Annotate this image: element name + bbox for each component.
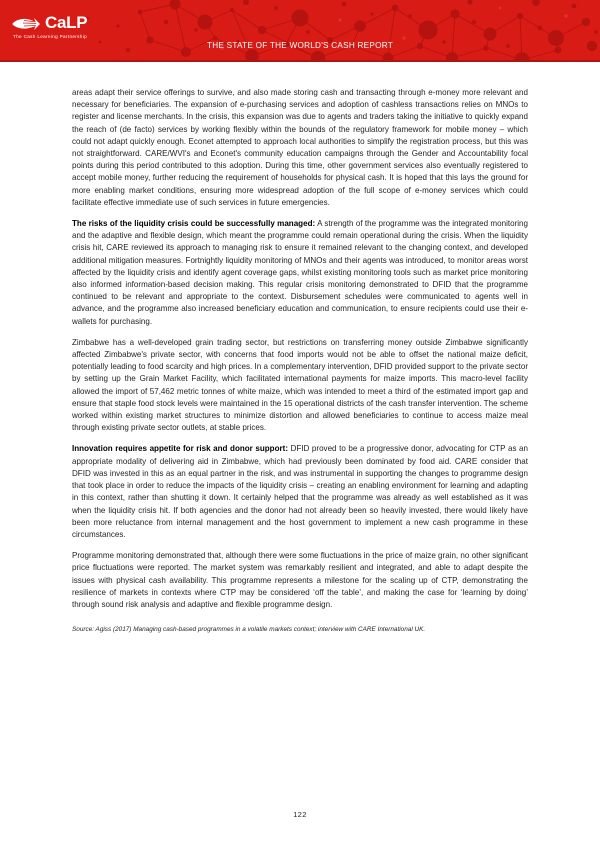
calp-tagline: The Cash Learning Partnership <box>13 34 87 39</box>
page-number: 122 <box>293 810 307 819</box>
page-header-band <box>0 0 600 62</box>
paragraph-4 <box>72 443 528 541</box>
paragraph-1-text: areas adapt their service offerings to survive, and also made storing cash and transacting through e-money more relevant and necessary for beneficiaries. The expansion of e-purchasing services and adoption of cashless transactions relies on MNOs to register and license merchants. In the crisis, this expansion was due to agents and traders taking the initiative to quickly expand the reach of (de facto) services by working flexibly within the bounds of the regulatory framework for mobile money – which could not adapt quickly enough. Econet attempted to approach local authorities to simplify the registration process, but this was not straightforward. CARE/WVI's and Econet's community education campaigns through the Gender and Accountability focal points during this period contributed to this adoption. During this time, other government services also eventually registered to accept mobile money, further reducing the requirement of households for physical cash. It is hoped that this lays the ground for more enabling market conditions, ensuring more widespread adoption of the full scope of e-money services which could facilitate effective immediate use of such services in future emergencies. <box>72 88 528 207</box>
paragraph-2 <box>72 218 528 328</box>
paragraph-5 <box>72 550 528 611</box>
paragraph-4-text: DFID proved to be a progressive donor, advocating for CTP as an appropriate modality of delivering aid in Zimbabwe, which had previously been dominated by food aid. CARE consider that DFID was invested in this as an equal partner in the risk, and was instrumental in supporting the changes to programme design that took place in order to reduce the impacts of the liquidity crisis – creating an enabling environment for learning and adapting in this context, rather than shutting it down. It certainly helped that the programme was already as well established as it was when the liquidity crisis hit. If both agencies and the donor had not already been so heavily invested, there would likely have been more reluctance from internal management and the host government to implement a new cash programme in these circumstances. <box>72 444 528 539</box>
paragraph-3-text: Zimbabwe has a well-developed grain trading sector, but restrictions on transferring money outside Zimbabwe significantly affected Zimbabwe's private sector, with concerns that food imports would not be able to offset the national maize deficit, potentially leading to food scarcity and high prices. In a complementary intervention, DFID provided support to the private sector by setting up the Grain Market Facility, which facilitated international payments for maize imports. This macro-level facility allowed the import of 57,462 metric tonnes of white maize, which was intended to meet a third of the estimated import gap and ensure that staple food stock levels were maintained in the 15 operational districts of the cash transfer intervention. The scheme worked within existing market structures to minimize distortion and allowed beneficiaries to continue to access maize meal through existing private sector outlets, at stable prices. <box>72 337 528 433</box>
article-content <box>72 87 528 635</box>
paragraph-3 <box>72 337 528 435</box>
calp-hand-icon <box>12 15 42 33</box>
paragraph-2-text: A strength of the programme was the integrated monitoring and the adaptive and flexible design, which meant the programme could remain operational during the crisis. When the liquidity crisis hit, CARE reviewed its approach to managing risk to ensure it remained relevant to the changing context, and developed additional mitigation measures. Fortnightly liquidity monitoring of MNOs and their agents was introduced, to monitor areas worst affected by the liquidity crisis and identify agent coverage gaps, whilst existing monitoring tools such as market price monitoring also informed information-based decision making. This regular crisis monitoring demonstrated to DFID that the programme continued to be relevant and appropriate to the context. Disbursement schedules were communicated to agents well in advance, and the programme also increased beneficiary education and communication, to ensure recipients could use their e-wallets for purchasing. <box>72 219 528 326</box>
calp-wordmark: CaLP <box>45 13 88 32</box>
running-header-title-text: THE STATE OF THE WORLD'S CASH REPORT <box>206 41 393 50</box>
paragraph-2-lead-in: The risks of the liquidity crisis could be successfully managed: <box>72 219 316 229</box>
paragraph-1 <box>72 87 528 209</box>
paragraph-4-lead-in: Innovation requires appetite for risk and donor support: <box>72 444 289 454</box>
source-citation: Source: Agiss (2017) Managing cash-based programmes in a volatile markets context; interview with CARE International UK. <box>72 626 426 634</box>
calp-logo[interactable] <box>12 13 117 47</box>
paragraph-5-text: Programme monitoring demonstrated that, although there were some fluctuations in the price of maize grain, no other significant price fluctuations were reported. The market system was remarkably resilient and integrated, and able to adapt despite the issues with physical cash availability. This programme represents a milestone for the scaling up of CTP, demonstrating the resilience of markets in contexts where CTP may be considered ‘off the table’, and making the case for ‘learning by doing’ through sound risk analysis and adaptive and flexible programme design. <box>72 551 528 609</box>
page-body <box>0 62 600 848</box>
